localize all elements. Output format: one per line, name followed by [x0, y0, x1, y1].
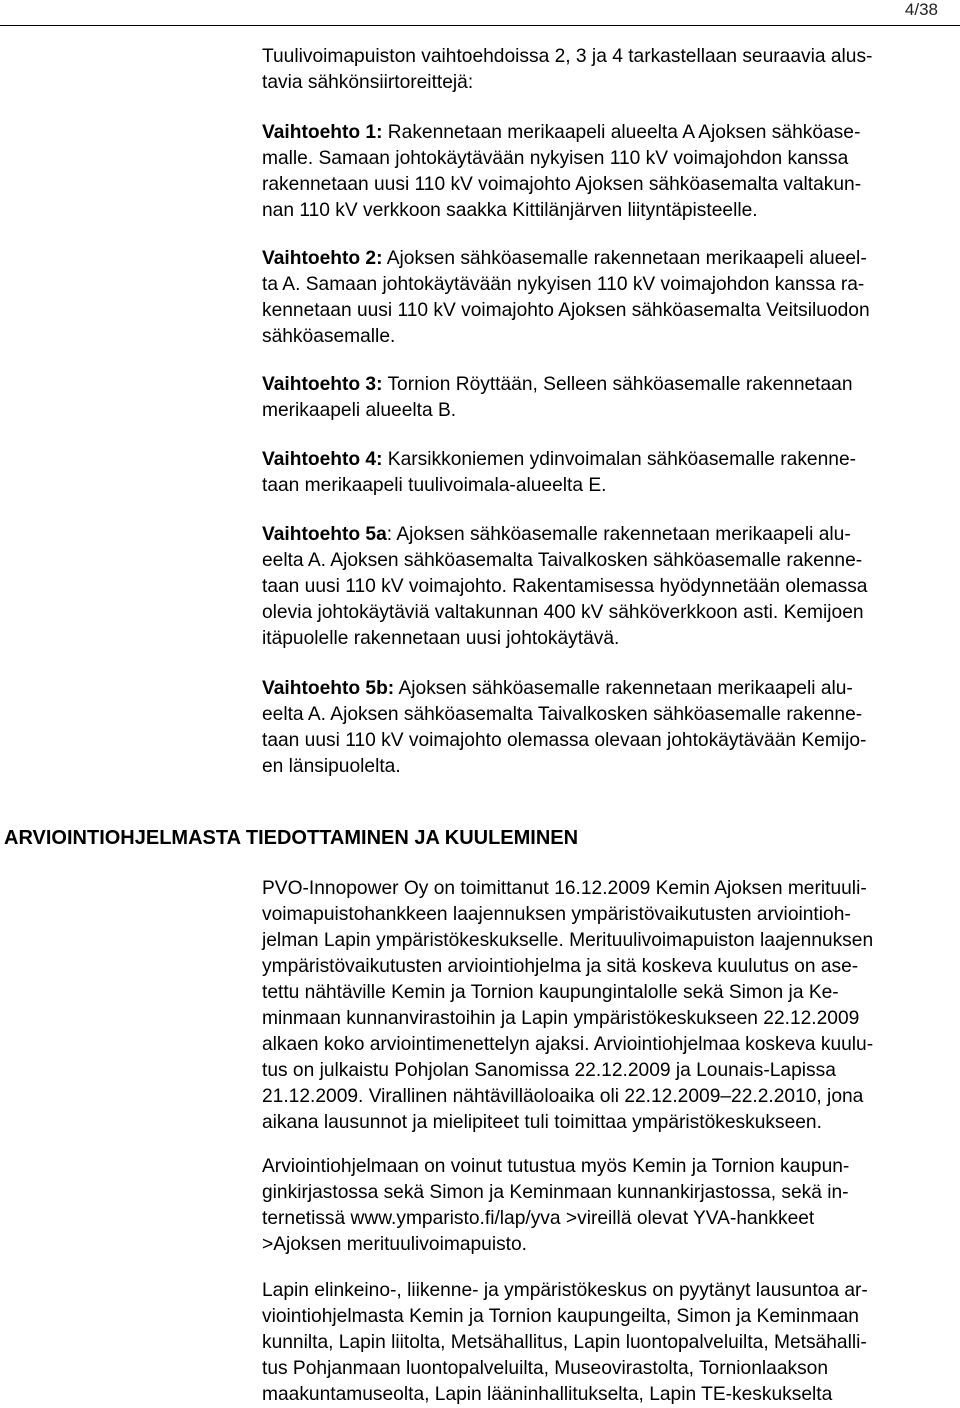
option-1-label: Vaihtoehto 1:: [262, 122, 383, 143]
section-heading: ARVIOINTIOHJELMASTA TIEDOTTAMINEN JA KUULEMINEN: [4, 827, 579, 849]
text-line: Arviointiohjelmaan on voinut tutustua myös Kemin ja Tornion kaupun-: [262, 1156, 850, 1177]
text-line: jelman Lapin ympäristökeskukselle. Merituulivoimapuiston laajennuksen: [262, 930, 874, 951]
option-5b-paragraph: [262, 676, 958, 780]
text-line: nan 110 kV verkkoon saakka Kittilänjärven liityntäpisteelle.: [262, 200, 758, 221]
text-line: tavia sähkönsiirtoreittejä:: [262, 72, 474, 93]
text-line: kunnilta, Lapin liitolta, Metsähallitus, Lapin luontopalveluilta, Metsähalli-: [262, 1332, 867, 1353]
text-line: taan uusi 110 kV voimajohto olemassa olevaan johtokäytävään Kemijo-: [262, 730, 867, 751]
section-paragraph-2: [262, 1154, 958, 1258]
text-line: aikana lausunnot ja mielipiteet tuli toimittaa ympäristökeskukseen.: [262, 1112, 822, 1133]
text-line: >Ajoksen merituulivoimapuisto.: [262, 1234, 528, 1255]
option-5b-label: Vaihtoehto 5b:: [262, 678, 395, 699]
text-line: PVO-Innopower Oy on toimittanut 16.12.2009 Kemin Ajoksen merituuli-: [262, 878, 867, 899]
option-4-label: Vaihtoehto 4:: [262, 449, 383, 470]
option-3-label: Vaihtoehto 3:: [262, 374, 383, 395]
text-line: malle. Samaan johtokäytävään nykyisen 110 kV voimajohdon kanssa: [262, 148, 849, 169]
text-line: : Ajoksen sähköasemalle rakennetaan merikaapeli alu-: [386, 524, 851, 545]
text-line: ternetissä www.ymparisto.fi/lap/yva >vireillä olevat YVA-hankkeet: [262, 1208, 815, 1229]
text-line: minmaan kunnanvirastoihin ja Lapin ympäristökeskukseen 22.12.2009: [262, 1008, 860, 1029]
text-line: ginkirjastossa sekä Simon ja Keminmaan kunnankirjastossa, sekä in-: [262, 1182, 849, 1203]
text-line: taan uusi 110 kV voimajohto. Rakentamisessa hyödynnetään olemassa: [262, 576, 868, 597]
text-line: Ajoksen sähköasemalle rakennetaan merikaapeli alueel-: [382, 248, 867, 269]
option-3-paragraph: [262, 372, 958, 424]
section-paragraph-3: [262, 1278, 958, 1408]
text-line: itäpuolelle rakennetaan uusi johtokäytävä.: [262, 628, 620, 649]
option-1-paragraph: [262, 120, 958, 224]
text-line: en länsipuolelta.: [262, 756, 401, 777]
option-5a-paragraph: [262, 522, 958, 652]
text-line: ta A. Samaan johtokäytävään nykyisen 110 kV voimajohdon kanssa ra-: [262, 274, 865, 295]
text-line: taan merikaapeli tuulivoimala-alueelta E.: [262, 475, 607, 496]
text-line: Karsikkoniemen ydinvoimalan sähköasemalle rakenne-: [382, 449, 857, 470]
option-4-paragraph: [262, 447, 958, 499]
text-line: sähköasemalle.: [262, 326, 396, 347]
text-line: merikaapeli alueelta B.: [262, 400, 457, 421]
text-line: alkaen koko arviointimenettelyn ajaksi. Arviointiohjelmaa koskeva kuulu-: [262, 1034, 874, 1055]
option-2-label: Vaihtoehto 2:: [262, 248, 383, 269]
option-5a-label: Vaihtoehto 5a: [262, 524, 387, 545]
text-line: ympäristövaikutusten arviointiohjelma ja sitä koskeva kuulutus on ase-: [262, 956, 859, 977]
option-2-paragraph: [262, 246, 958, 350]
text-line: kennetaan uusi 110 kV voimajohto Ajoksen sähköasemalta Veitsiluodon: [262, 300, 870, 321]
text-line: Rakennetaan merikaapeli alueelta A Ajoksen sähköase-: [382, 122, 861, 143]
text-line: tus Pohjanmaan luontopalveluilta, Museovirastolta, Tornionlaakson: [262, 1358, 829, 1379]
intro-paragraph: [262, 44, 958, 96]
text-line: tettu nähtäville Kemin ja Tornion kaupungintalolle sekä Simon ja Ke-: [262, 982, 839, 1003]
text-line: rakennetaan uusi 110 kV voimajohto Ajoksen sähköasemalta valtakun-: [262, 174, 862, 195]
page-number: 4/38: [904, 0, 938, 19]
text-line: Lapin elinkeino-, liikenne- ja ympäristökeskus on pyytänyt lausuntoa ar-: [262, 1280, 868, 1301]
text-line: Ajoksen sähköasemalle rakennetaan merikaapeli alu-: [394, 678, 853, 699]
text-line: 21.12.2009. Virallinen nähtävilläoloaika oli 22.12.2009–22.2.2010, jona: [262, 1086, 864, 1107]
text-line: voimapuistohankkeen laajennuksen ympäristövaikutusten arviointioh-: [262, 904, 851, 925]
text-line: eelta A. Ajoksen sähköasemalta Taivalkosken sähköasemalle rakenne-: [262, 550, 863, 571]
header-rule: [0, 25, 960, 26]
section-paragraph-1: [262, 876, 958, 1136]
text-line: Tornion Röyttään, Selleen sähköasemalle rakennetaan: [382, 374, 853, 395]
text-line: maakuntamuseolta, Lapin lääninhallitukselta, Lapin TE-keskukselta: [262, 1384, 833, 1405]
text-line: olevia johtokäytäviä valtakunnan 400 kV sähköverkkoon asti. Kemijoen: [262, 602, 864, 623]
text-line: eelta A. Ajoksen sähköasemalta Taivalkosken sähköasemalle rakenne-: [262, 704, 863, 725]
text-line: viointiohjelmasta Kemin ja Tornion kaupungeilta, Simon ja Keminmaan: [262, 1306, 859, 1327]
text-line: tus on julkaistu Pohjolan Sanomissa 22.12.2009 ja Lounais-Lapissa: [262, 1060, 836, 1081]
text-line: Tuulivoimapuiston vaihtoehdoissa 2, 3 ja 4 tarkastellaan seuraavia alus-: [262, 46, 873, 67]
